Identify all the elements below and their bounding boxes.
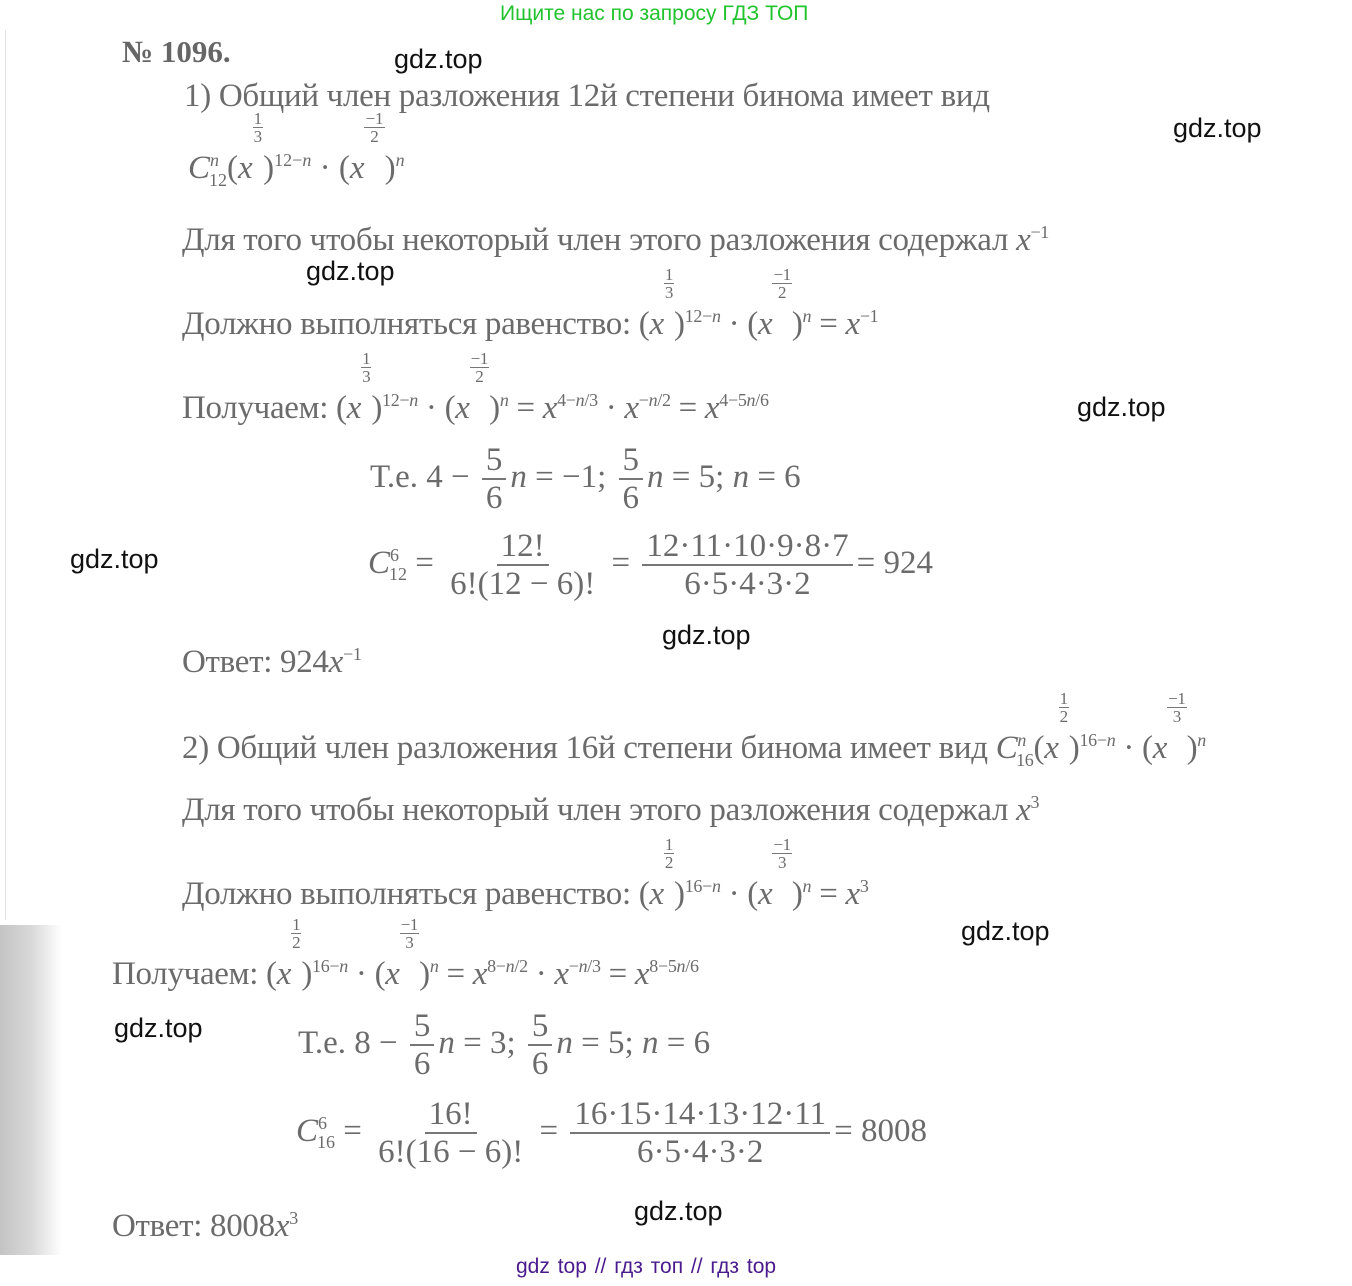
watermark: gdz.top	[70, 544, 159, 574]
watermark: gdz.top	[394, 44, 483, 74]
watermark: gdz.top	[114, 1013, 203, 1043]
search-banner[interactable]: Ищите нас по запросу ГДЗ ТОП	[500, 2, 809, 25]
part1-equality: Должно выполняться равенство: (x $\frac{1}{3}$ )$^{12-n}$ · (x $\frac{-1}{2}$ )$^n = x^{-1}$	[182, 265, 879, 342]
part2-equality: Должно выполняться равенство: (x $\frac{1}{2}$ )$^{16-n}$ · (x $\frac{-1}{3}$ )$^n = x^3$	[182, 835, 869, 912]
footer-links[interactable]: gdz top // гдз топ // гдз top	[516, 1255, 777, 1278]
part2-binomial: $C^6_{16}$ = $\frac{16!}{6!(16 - 6)!}$ = $\frac{16\cdot 15\cdot 14\cdot 13\cdot 12\cdot 11}{6\cdot 5\cdot 4\cdot 3\cdot 2}$ = 8008	[296, 1096, 927, 1171]
part2-intro: 2) Общий член разложения 16й степени бинома имеет вид $C^n_{16}(x$ $\frac{1}{2}$ )$^{16-n}$ · (x $\frac{-1}{3}$ )$^n$	[182, 689, 1206, 770]
watermark: gdz.top	[662, 620, 751, 650]
watermark: gdz.top	[634, 1196, 723, 1226]
part1-intro: 1) Общий член разложения 12й степени бинома имеет вид	[184, 78, 990, 114]
part1-general-term: $C^n_{12}(x$ $\frac{1}{3}$ )$^{12-n}$ · (x $\frac{-1}{2}$ )$^n$	[188, 109, 405, 190]
part1-answer: Ответ: $924x^{-1}$	[182, 644, 362, 680]
part2-derivation: Получаем: (x $\frac{1}{2}$ )$^{16-n}$ · (x $\frac{-1}{3}$ )$^n = x^{8-n/2} \cdot x^{-n/3} = x^{8-5n/6}$	[112, 915, 699, 992]
part1-derivation: Получаем: (x $\frac{1}{3}$ )$^{12-n}$ · (x $\frac{-1}{2}$ )$^n = x^{4-n/3} \cdot x^{-n/2} = x^{4-5n/6}$	[182, 349, 769, 426]
part2-answer: Ответ: $8008x^3$	[112, 1208, 298, 1244]
scan-shadow	[0, 925, 62, 1255]
part1-solve: Т.е. 4 − $\frac{5}{6}$ n = −1; $\frac{5}{6}$ n = 5; n = 6	[370, 442, 801, 517]
watermark: gdz.top	[306, 256, 395, 286]
part1-condition: Для того чтобы некоторый член этого разложения содержал $x^{-1}$	[182, 222, 1049, 258]
problem-number: № 1096.	[122, 34, 231, 69]
watermark: gdz.top	[1077, 392, 1166, 422]
watermark: gdz.top	[961, 916, 1050, 946]
page-edge-line	[5, 30, 6, 920]
watermark: gdz.top	[1173, 113, 1262, 143]
part2-condition: Для того чтобы некоторый член этого разложения содержал $x^3$	[182, 792, 1040, 828]
part1-binomial: $C^6_{12}$ = $\frac{12!}{6!(12 - 6)!}$ = $\frac{12\cdot 11\cdot 10\cdot 9\cdot 8\cdot 7}{6\cdot 5\cdot 4\cdot 3\cdot 2}$ = 924	[368, 528, 933, 603]
part2-solve: Т.е. 8 − $\frac{5}{6}$ n = 3; $\frac{5}{6}$ n = 5; n = 6	[298, 1008, 711, 1083]
